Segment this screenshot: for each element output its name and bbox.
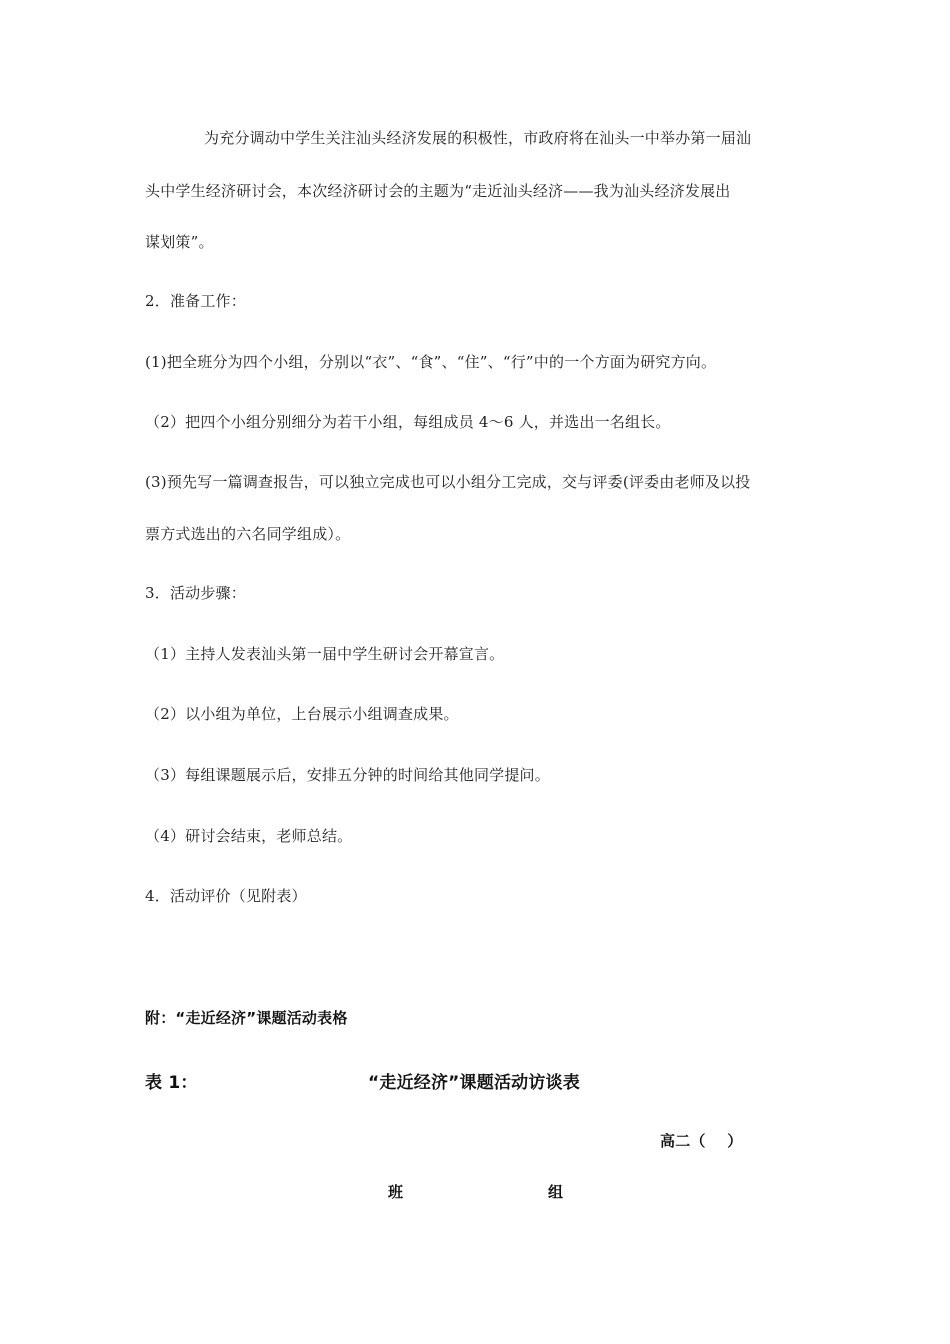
appendix-title: 附：“走近经济”课题活动表格 bbox=[145, 1009, 348, 1027]
class-label: 班 bbox=[388, 1183, 404, 1201]
table-label: 表 1： bbox=[145, 1073, 198, 1093]
table-title: “走近经济”课题活动访谈表 bbox=[368, 1073, 580, 1093]
prep-item-2: （2）把四个小组分别细分为若干小组，每组成员 4～6 人，并选出一名组长。 bbox=[145, 413, 671, 431]
steps-item-3: （3）每组课题展示后，安排五分钟的时间给其他同学提问。 bbox=[145, 766, 550, 784]
steps-heading: 3．活动步骤： bbox=[145, 584, 246, 602]
intro-paragraph-line-2: 头中学生经济研讨会，本次经济研讨会的主题为“走近汕头经济——我为汕头经济发展出 bbox=[145, 182, 731, 200]
steps-item-2: （2）以小组为单位，上台展示小组调查成果。 bbox=[145, 705, 459, 723]
prep-heading: 2．准备工作： bbox=[145, 292, 246, 310]
group-label: 组 bbox=[548, 1183, 564, 1201]
prep-item-1: (1)把全班分为四个小组，分别以“衣”、“食”、“住”、“行”中的一个方面为研究方向。 bbox=[145, 353, 717, 371]
prep-item-3-line-2: 票方式选出的六名同学组成）。 bbox=[145, 525, 351, 543]
steps-item-4: （4）研讨会结束，老师总结。 bbox=[145, 827, 353, 845]
evaluation-heading: 4．活动评价（见附表） bbox=[145, 887, 307, 905]
steps-item-1: （1）主持人发表汕头第一届中学生研讨会开幕宣言。 bbox=[145, 645, 505, 663]
intro-paragraph-line-3: 谋划策”。 bbox=[145, 233, 214, 251]
intro-paragraph-line-1: 为充分调动中学生关注汕头经济发展的积极性，市政府将在汕头一中举办第一届汕 bbox=[204, 129, 752, 147]
prep-item-3-line-1: (3)预先写一篇调查报告，可以独立完成也可以小组分工完成，交与评委(评委由老师及以投 bbox=[145, 473, 751, 491]
grade-label: 高二（ ） bbox=[660, 1132, 743, 1150]
